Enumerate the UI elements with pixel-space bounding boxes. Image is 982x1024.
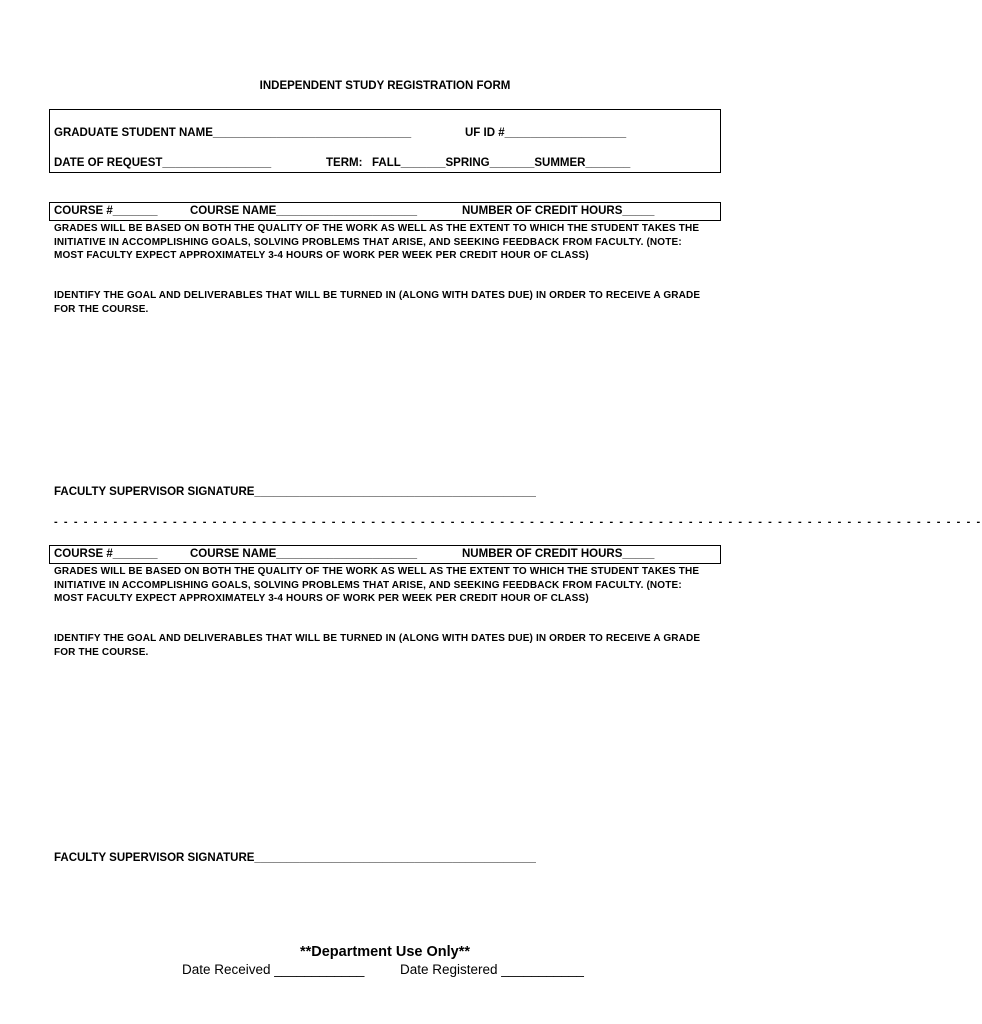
goal-instructions: IDENTIFY THE GOAL AND DELIVERABLES THAT WILL BE TURNED IN (ALONG WITH DATES DUE) IN ORDER TO RECEIVE A GRADE FOR THE COURSE. xyxy=(54,633,701,658)
date-registered-field[interactable]: Date Registered ___________ xyxy=(400,962,584,977)
grades-note: GRADES WILL BE BASED ON BOTH THE QUALITY OF THE WORK AS WELL AS THE EXTENT TO WHICH THE STUDENT TAKES THE INITIATIVE IN ACCOMPLISHING GOALS, SOLVING PROBLEMS THAT ARISE, AND SEEKING FEEDBACK FROM FACULTY. (NOTE: MOST FACULTY EXPECT APPROXIMATELY 3-4 HOURS OF WORK PER WEEK PER CREDIT HOUR OF CLASS) xyxy=(54,223,700,261)
course-number-field[interactable]: COURSE #_______ xyxy=(54,205,158,217)
faculty-signature-field[interactable]: FACULTY SUPERVISOR SIGNATURE____________________________________________ xyxy=(54,486,536,498)
faculty-signature-field[interactable]: FACULTY SUPERVISOR SIGNATURE____________________________________________ xyxy=(54,852,536,864)
term-field[interactable]: TERM: FALL_______SPRING_______SUMMER_______ xyxy=(326,157,631,169)
student-name-field[interactable]: GRADUATE STUDENT NAME_______________________________ xyxy=(54,127,412,139)
credit-hours-field[interactable]: NUMBER OF CREDIT HOURS_____ xyxy=(462,205,655,217)
date-received-field[interactable]: Date Received ____________ xyxy=(182,962,365,977)
credit-hours-field[interactable]: NUMBER OF CREDIT HOURS_____ xyxy=(462,548,655,560)
course-name-field[interactable]: COURSE NAME______________________ xyxy=(190,205,417,217)
course-name-field[interactable]: COURSE NAME______________________ xyxy=(190,548,417,560)
goal-instructions: IDENTIFY THE GOAL AND DELIVERABLES THAT WILL BE TURNED IN (ALONG WITH DATES DUE) IN ORDER TO RECEIVE A GRADE FOR THE COURSE. xyxy=(54,290,701,315)
date-of-request-field[interactable]: DATE OF REQUEST_________________ xyxy=(54,157,272,169)
form-title: INDEPENDENT STUDY REGISTRATION FORM xyxy=(259,80,511,92)
grades-note: GRADES WILL BE BASED ON BOTH THE QUALITY OF THE WORK AS WELL AS THE EXTENT TO WHICH THE STUDENT TAKES THE INITIATIVE IN ACCOMPLISHING GOALS, SOLVING PROBLEMS THAT ARISE, AND SEEKING FEEDBACK FROM FACULTY. (NOTE: MOST FACULTY EXPECT APPROXIMATELY 3-4 HOURS OF WORK PER WEEK PER CREDIT HOUR OF CLASS) xyxy=(54,566,700,604)
cut-line: - - - - - - - - - - - - - - - - - - - - - - - - - - - - - - - - - - - - - - - - - - - - - - - - - - - - - - - - - - - - - - - - - - - - - - - - - - - - - - - - - - - - - - - - - - - - - - xyxy=(54,516,982,528)
uf-id-field[interactable]: UF ID #___________________ xyxy=(465,127,627,139)
department-use-title: **Department Use Only** xyxy=(299,944,471,960)
course-number-field[interactable]: COURSE #_______ xyxy=(54,548,158,560)
